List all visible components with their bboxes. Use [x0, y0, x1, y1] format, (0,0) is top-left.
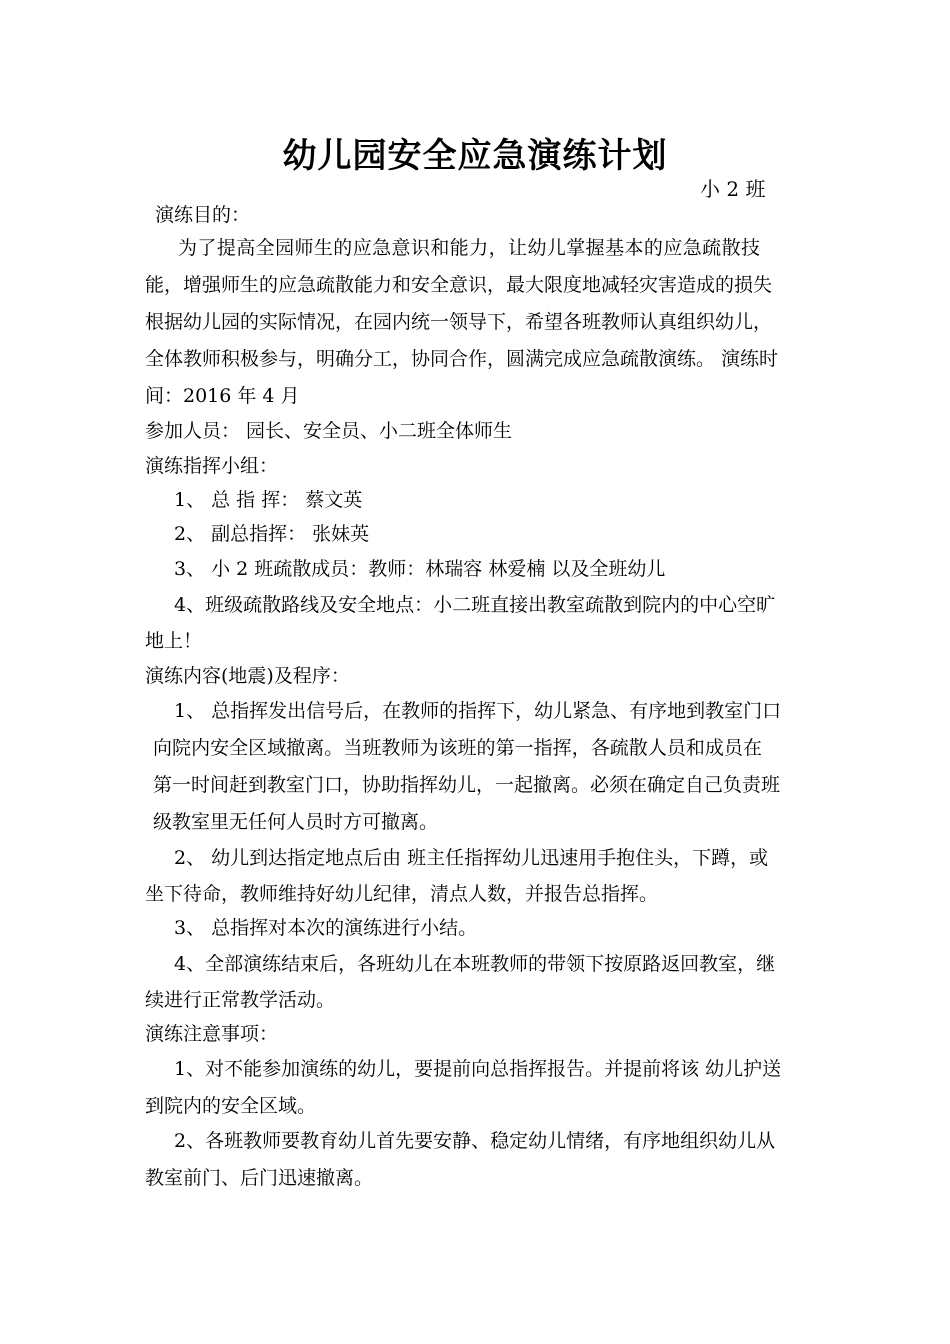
command-item: 3、 小 2 班疏散成员：教师：林瑞容 林爱楠 以及全班幼儿 — [174, 558, 666, 580]
class-label: 小 2 班 — [700, 177, 766, 201]
document-title: 幼儿园安全应急演练计划 — [282, 136, 668, 176]
step4-line: 续进行正常教学活动。 — [145, 989, 336, 1011]
purpose-line: 为了提高全园师生的应急意识和能力，让幼儿掌握基本的应急疏散技 — [178, 237, 760, 259]
step4-line: 4、全部演练结束后，各班幼儿在本班教师的带领下按原路返回教室，继 — [174, 953, 776, 975]
command-item: 2、 副总指挥： 张妹英 — [174, 523, 370, 545]
participants-line: 参加人员： 园长、安全员、小二班全体师生 — [145, 420, 513, 442]
command-item: 1、 总 指 挥： 蔡文英 — [174, 489, 363, 511]
note1-line: 1、对不能参加演练的幼儿，要提前向总指挥报告。并提前将该 幼儿护送 — [174, 1058, 782, 1080]
note2-line: 2、各班教师要教育幼儿首先要安静、稳定幼儿情绪，有序地组织幼儿从 — [174, 1130, 776, 1152]
purpose-heading: 演练目的： — [155, 204, 251, 226]
step2-line: 2、 幼儿到达指定地点后由 班主任指挥幼儿迅速用手抱住头，下蹲，或 — [174, 847, 769, 869]
route-line: 4、班级疏散路线及安全地点：小二班直接出教室疏散到院内的中心空旷 — [174, 594, 776, 616]
command-heading: 演练指挥小组： — [145, 455, 279, 477]
step2-line: 坐下待命，教师维持好幼儿纪律，清点人数，并报告总指挥。 — [145, 883, 659, 905]
step1-line: 第一时间赶到教室门口，协助指挥幼儿，一起撤离。必须在确定自己负责班 — [153, 774, 781, 796]
note2-line: 教室前门、后门迅速撤离。 — [145, 1167, 374, 1189]
purpose-line: 全体教师积极参与，明确分工，协同合作，圆满完成应急疏散演练。 演练时 — [145, 348, 779, 370]
step1-line: 1、 总指挥发出信号后，在教师的指挥下，幼儿紧急、有序地到教室门口 — [174, 700, 782, 722]
step1-line: 向院内安全区域撤离。当班教师为该班的第一指挥，各疏散人员和成员在 — [153, 737, 762, 759]
content-heading: 演练内容(地震)及程序： — [145, 665, 350, 687]
step1-line: 级教室里无任何人员时方可撤离。 — [153, 811, 439, 833]
note1-line: 到院内的安全区域。 — [145, 1095, 317, 1117]
route-line: 地上！ — [145, 630, 203, 652]
notes-heading: 演练注意事项： — [145, 1023, 279, 1045]
step3-line: 3、 总指挥对本次的演练进行小结。 — [174, 917, 478, 939]
purpose-line: 能，增强师生的应急疏散能力和安全意识，最大限度地减轻灾害造成的损失 — [145, 274, 773, 296]
purpose-line: 根据幼儿园的实际情况，在园内统一领导下，希望各班教师认真组织幼儿， — [145, 311, 773, 333]
purpose-line: 间：2016 年 4 月 — [145, 385, 300, 407]
